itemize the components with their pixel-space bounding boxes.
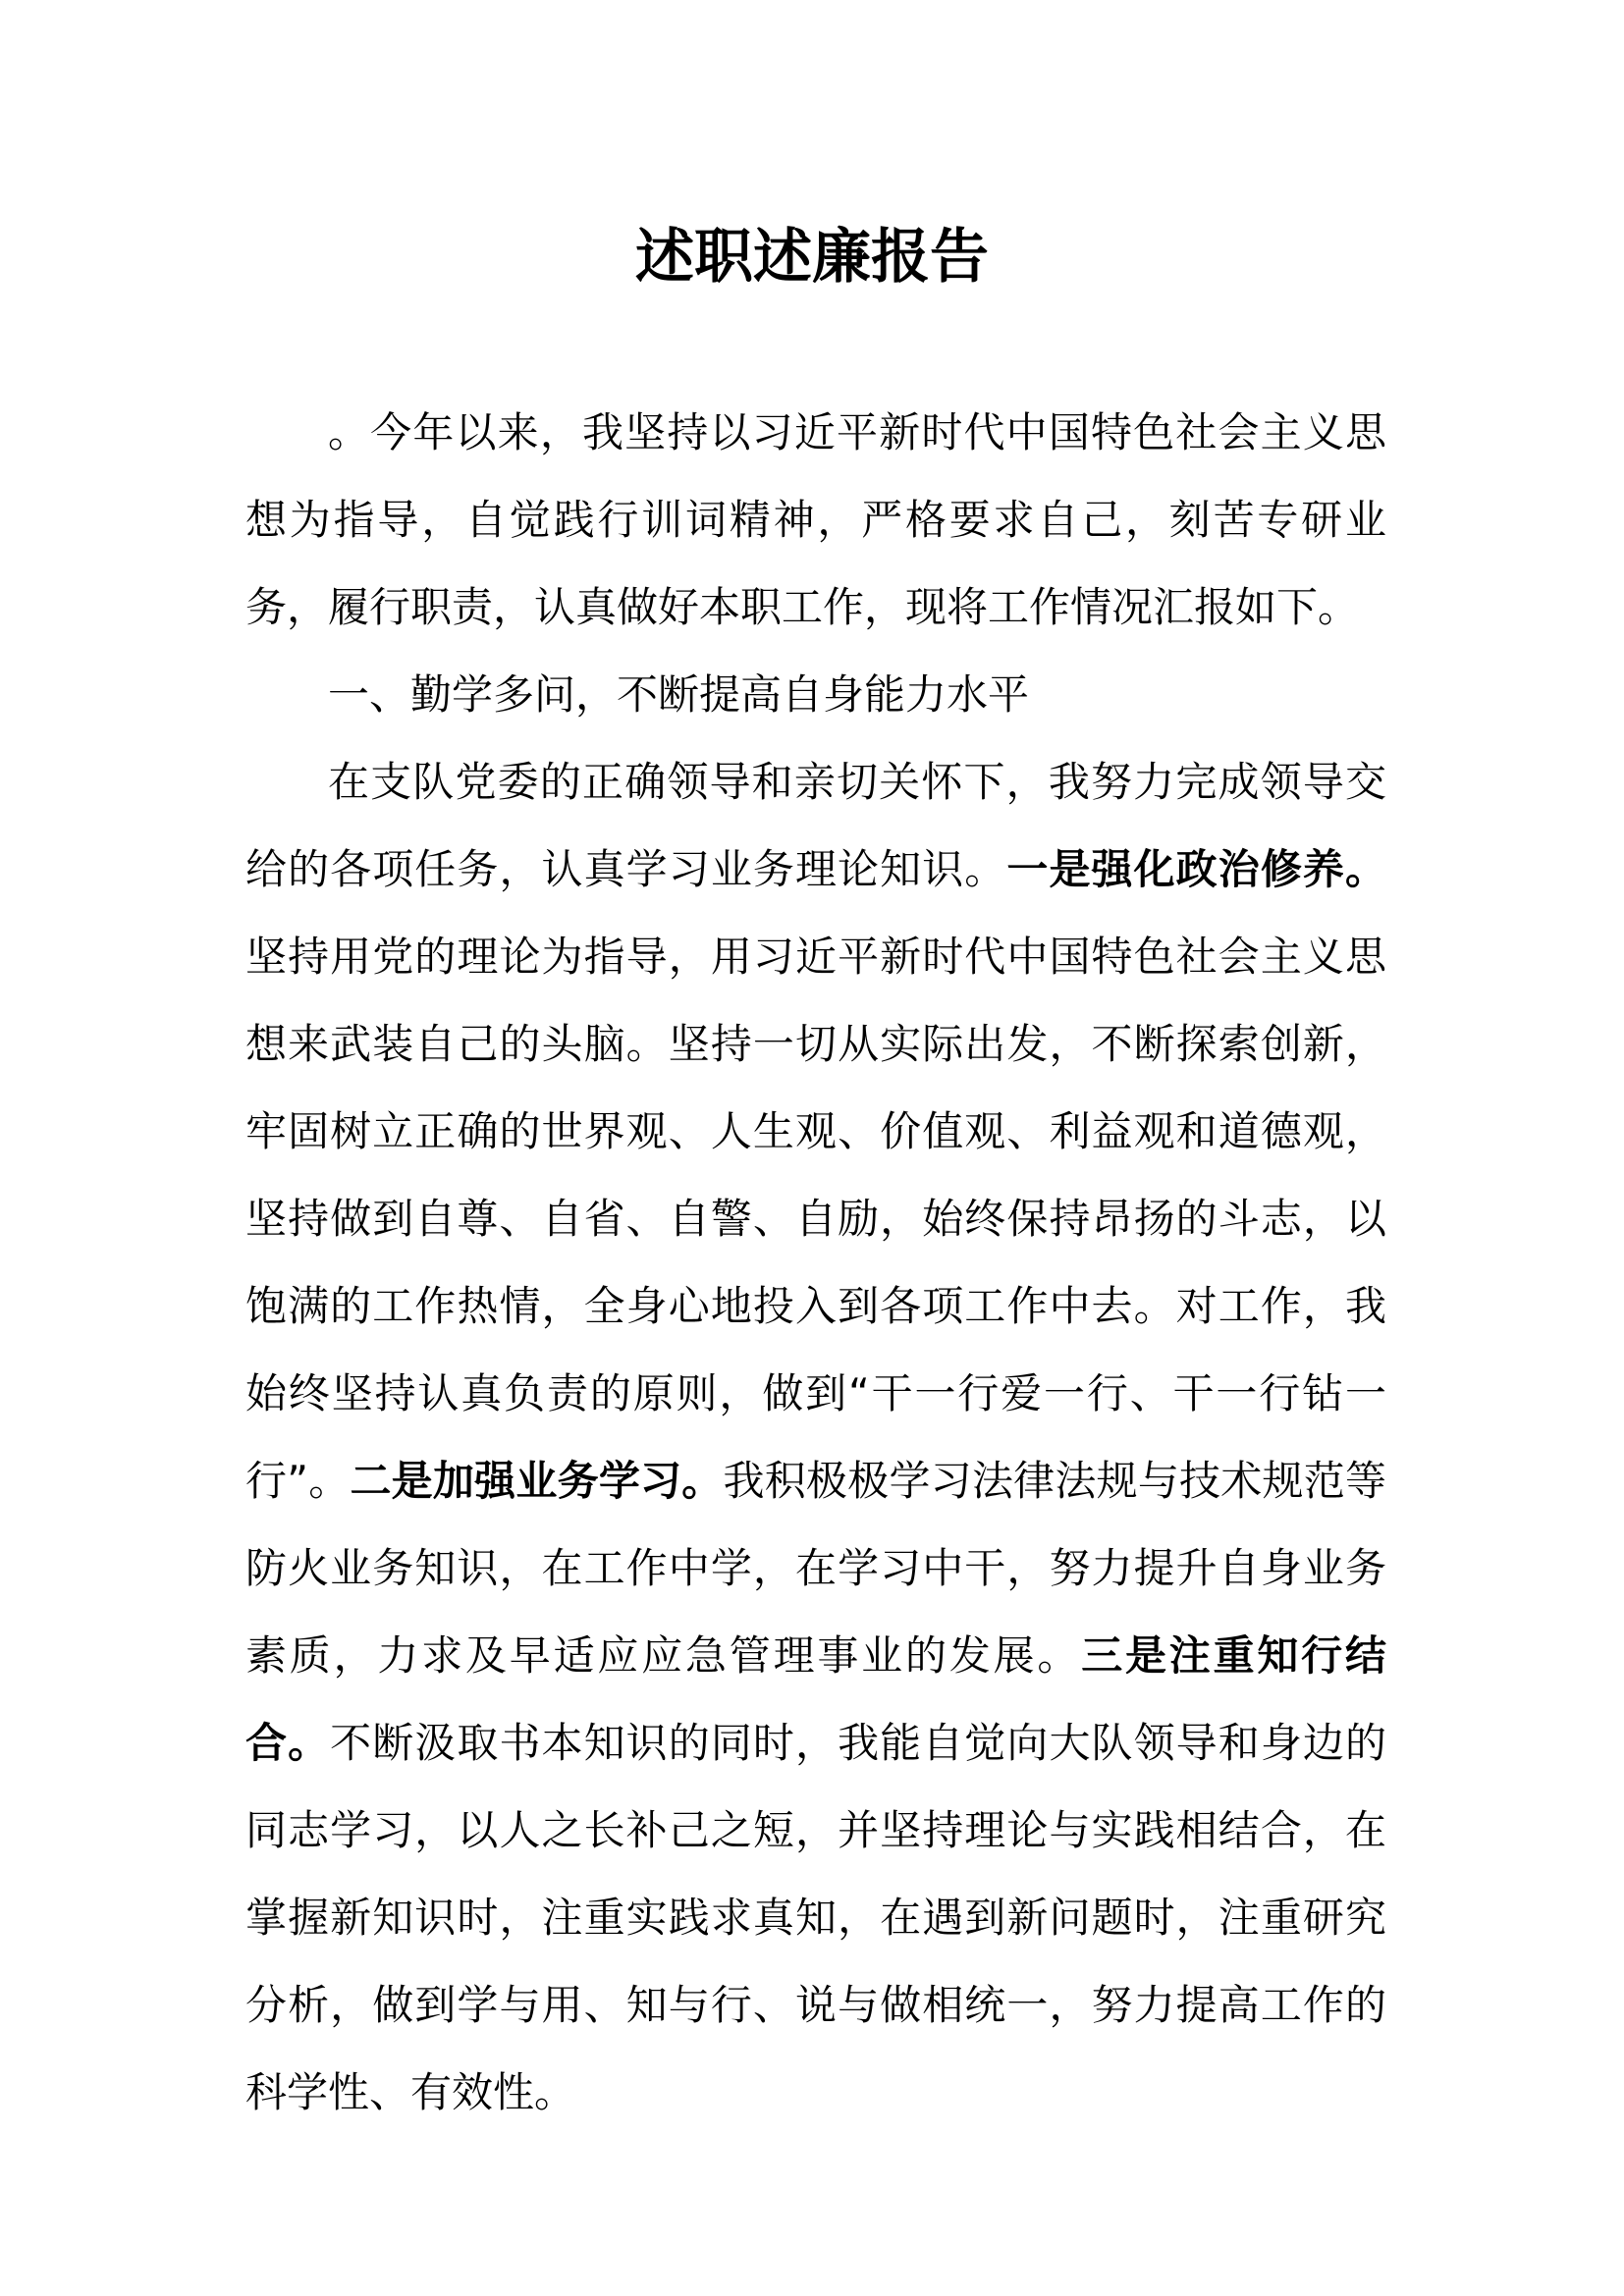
section-1-heading: 一、勤学多问，不断提高自身能力水平 [328,670,1030,719]
section-1-text-4: 不断汲取书本知识的同时，我能自觉向大队领导和身边的同志学习，以人之长补己之短，并坚持理论与实践相结合，在掌握新知识时，注重实践求真知，在遇到新问题时，注重研究分析，做到学与用、知与行、说与做相统一，努力提高工作的科学性、有效性。 [245,1719,1386,2116]
point-3-heading: 三是注重知行结合。 [245,1631,1386,1767]
section-1-text-3: 我积极极学习法律法规与技术规范等防火业务知识，在工作中学，在学习中干，努力提升自身业务素质，力求及早适应应急管理事业的发展。 [245,1457,1386,1680]
intro-paragraph: 。今年以来，我坚持以习近平新时代中国特色社会主义思想为指导，自觉践行训词精神，严格要求自己，刻苦专研业务，履行职责，认真做好本职工作，现将工作情况汇报如下。 [245,408,1386,631]
section-1-paragraph [245,738,1386,2136]
section-1-text-1: 在支队党委的正确领导和亲切关怀下，我努力完成领导交给的各项任务，认真学习业务理论知识。 [245,758,1386,893]
document-title: 述职述廉报告 [635,223,989,292]
document-body [245,389,1386,2136]
section-1-text-2: 坚持用党的理论为指导，用习近平新时代中国特色社会主义思想来武装自己的头脑。坚持一切从实际出发，不断探索创新，牢固树立正确的世界观、人生观、价值观、利益观和道德观，坚持做到自尊、自省、自警、自励，始终保持昂扬的斗志，以饱满的工作热情，全身心地投入到各项工作中去。对工作，我始终坚持认真负责的原则，做到“干一行爱一行、干一行钻一行”。 [245,933,1386,1505]
point-2-heading: 二是加强业务学习。 [350,1457,724,1505]
point-1-heading: 一是强化政治修养。 [1006,845,1386,893]
